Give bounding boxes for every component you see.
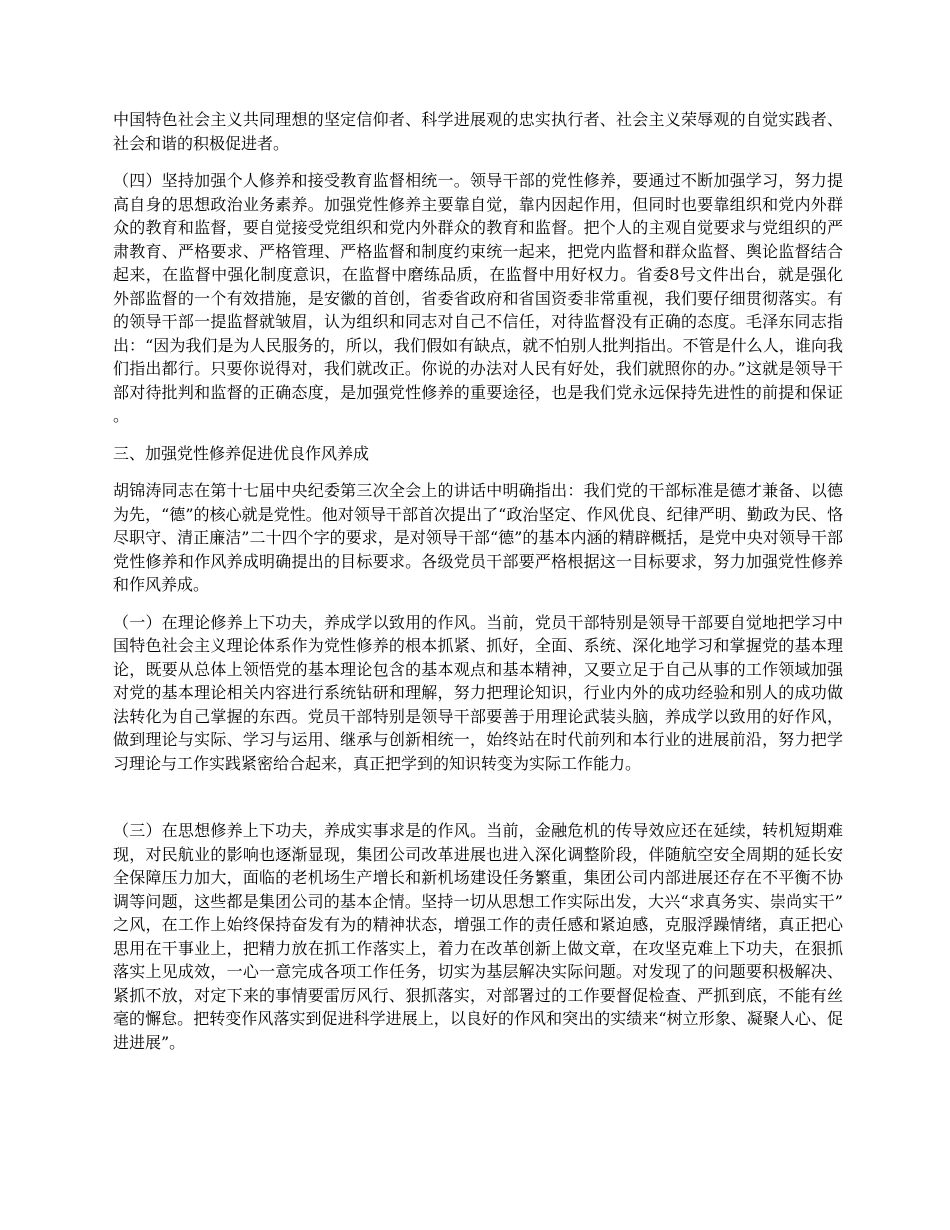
paragraph-section-four: （四）坚持加强个人修养和接受教育监督相统一。领导干部的党性修养，要通过不断加强学习，努力提高自身的思想政治业务素养。加强党性修养主要靠自觉，靠内因起作用，但同时也要靠组织和党内外群众的教育和监督，要自觉接受党组织和党内外群众的教育和监督。把个人的主观自觉要求与党组织的严肃教育、严格要求、严格管理、严格监督和制度约束统一起来，把党内监督和群众监督、舆论监督结合起来，在监督中强化制度意识，在监督中磨练品质，在监督中用好权力。省委8号文件出台，就是强化外部监督的一个有效措施，是安徽的首创，省委省政府和省国资委非常重视，我们要仔细贯彻落实。有的领导干部一提监督就皱眉，认为组织和同志对自己不信任，对待监督没有正确的态度。毛泽东同志指出：“因为我们是为人民服务的，所以，我们假如有缺点，就不怕别人批判指出。不管是什么人，谁向我们指出都行。只要你说得对，我们就改正。你说的办法对人民有好处，我们就照你的办。”这就是领导干部对待批判和监督的正确态度，是加强党性修养的重要途径，也是我们党永远保持先进性的前提和保证。 xyxy=(113,171,843,425)
paragraph-hu-jintao-speech: 胡锦涛同志在第十七届中央纪委第三次全会上的讲话中明确指出：我们党的干部标准是德才兼备、以德为先，“德”的核心就是党性。他对领导干部首次提出了“政治坚定、作风优良、纪律严明、勤政为民、恪尽职守、清正廉洁”二十四个字的要求，是对领导干部“德”的基本内涵的精辟概括，是党中央对领导干部党性修养和作风养成明确提出的目标要求。各级党员干部要严格根据这一目标要求，努力加强党性修养和作风养成。 xyxy=(113,481,843,594)
blank-gap xyxy=(113,789,843,819)
paragraph-theory-cultivation: （一）在理论修养上下功夫，养成学以致用的作风。当前，党员干部特别是领导干部要自觉地把学习中国特色社会主义理论体系作为党性修养的根本抓紧、抓好，全面、系统、深化地学习和掌握党的基本理论，既要从总体上领悟党的基本理论包含的基本观点和基本精神，又要立足于自己从事的工作领域加强对党的基本理论相关内容进行系统钻研和理解，努力把理论知识，行业内外的成功经验和别人的成功做法转化为自己掌握的东西。党员干部特别是领导干部要善于用理论武装头脑，养成学以致用的好作风，做到理论与实际、学习与运用、继承与创新相统一，始终站在时代前列和本行业的进展前沿，努力把学习理论与工作实践紧密给合起来，真正把学到的知识转变为实际工作能力。 xyxy=(113,612,843,773)
paragraph-intro-continuation: 中国特色社会主义共同理想的坚定信仰者、科学进展观的忠实执行者、社会主义荣辱观的自觉实践者、社会和谐的积极促进者。 xyxy=(113,110,843,153)
paragraph-thought-cultivation: （三）在思想修养上下功夫，养成实事求是的作风。当前，金融危机的传导效应还在延续，转机短期难现，对民航业的影响也逐渐显现，集团公司改革进展也进入深化调整阶段，伴随航空安全周期的延长安全保障压力加大，面临的老机场生产增长和新机场建设任务繁重，集团公司内部进展还存在不平衡不协调等问题，这些都是集团公司的基本企情。坚持一切从思想工作实际出发，大兴“求真务实、崇尚实干”之风，在工作上始终保持奋发有为的精神状态，增强工作的责任感和紧迫感，克服浮躁情绪，真正把心思用在干事业上，把精力放在抓工作落实上，着力在改革创新上做文章，在攻坚克难上下功夫，在狠抓落实上见成效，一心一意完成各项工作任务，切实为基层解决实际问题。对发现了的问题要积极解决、紧抓不放，对定下来的事情要雷厉风行、狠抓落实，对部署过的工作要督促检查、严抓到底，不能有丝毫的懈怠。把转变作风落实到促进科学进展上，以良好的作风和突出的实绩来“树立形象、凝聚人心、促进进展”。 xyxy=(113,821,843,1052)
document-body xyxy=(113,108,843,1068)
section-heading-three: 三、加强党性修养促进优良作风养成 xyxy=(113,443,370,463)
